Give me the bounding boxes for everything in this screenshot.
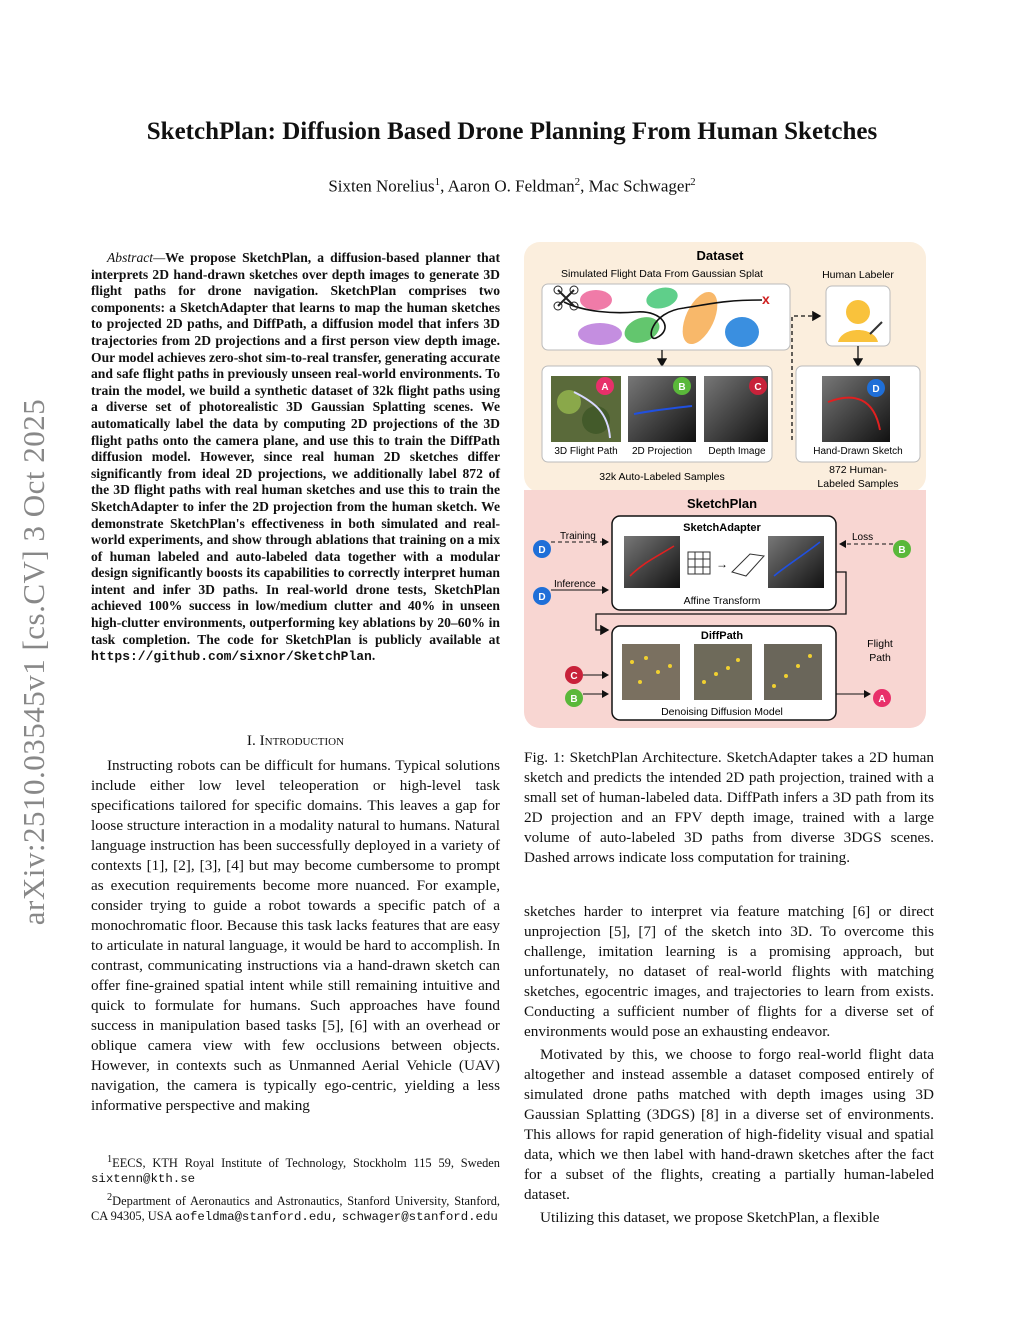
paper-title: SketchPlan: Diffusion Based Drone Planning From Human Sketches: [146, 118, 878, 145]
svg-text:A: A: [601, 382, 609, 393]
figure-caption: Fig. 1: SketchPlan Architecture. SketchAdapter takes a 2D human sketch and predicts the intended 2D path projection, trained with a small set of human-labeled data. DiffPath infers a 3D path from its 2D projection and an FPV depth image, trained with a large volume of auto-labeled 3D paths from diverse 3DGS scenes. Dashed arrows indicate loss computation for training.: [524, 749, 934, 866]
person-icon: [846, 300, 870, 324]
panel-a-label: 3D Flight Path: [554, 446, 618, 457]
svg-text:C: C: [754, 382, 762, 393]
svg-text:→: →: [716, 557, 728, 571]
gaussian-blob: [578, 323, 622, 345]
panel-c-label: Depth Image: [708, 446, 766, 457]
svg-text:D: D: [872, 384, 880, 395]
svg-text:Affine Transform: Affine Transform: [683, 595, 761, 607]
email-link[interactable]: sixtenn@kth.se: [91, 1172, 196, 1187]
intro-paragraph: Instructing robots can be difficult for humans. Typical solutions include either low level teleoperation or high-level task specifications tailored for specific domains. This leaves a gap for loose structure interaction in a modality natural to humans. Natural language instruction has been successfully deployed in a variety of contexts [1], [2], [3], [4] but may become cumbersome to prompt as execution requirements become more nuanced. For example, consider trying to guide a robot towards a specific patch of a monochromatic floor. Because this task lacks features that are easy to articulate in natural language, it would be hard to accomplish. In contrast, communicating instructions via a hand-drawn sketch can offer fine-grained spatial intent while still remaining intuitive and quick to formulate for humans. Such approaches have found success in manipulation based tasks [5], [6] with an overhead or oblique camera view with few occlusions between objects. However, in contexts such as Unmanned Aerial Vehicle (UAV) navigation, the camera is typically ego-centric, yielding a less informative perspective and making: [91, 757, 500, 1114]
human-labeler-label: Human Labeler: [822, 269, 894, 281]
gaussian-blob: [725, 317, 759, 347]
author-affiliation: 2: [574, 176, 581, 188]
inference-label: Inference: [554, 579, 596, 590]
author-affiliation: 2: [690, 176, 696, 188]
panel-d-label: Hand-Drawn Sketch: [813, 446, 903, 457]
author-name: Mac Schwager: [588, 176, 691, 196]
loss-label: Loss: [852, 532, 874, 543]
svg-text:D: D: [538, 545, 546, 556]
abstract-text: We propose SketchPlan, a diffusion-based planner that interprets 2D hand-drawn sketches over depth images to generate 3D flight paths for drone navigation. SketchPlan comprises two components: a SketchAdapter that learns to map the human sketches to projected 2D paths, and DiffPath, a diffusion model that infers 3D trajectories from 2D projections and a first person view depth image. Our model achieves zero-shot sim-to-real transfer, generating accurate and safe flight paths in previously unseen real-world environments. To train the model, we build a synthetic dataset of 32k flight paths using a diverse set of photorealistic 3D Gaussian Splatting scenes. We automatically label the data by computing 2D projections of the 3D flight paths onto the camera plane, and use this to train the DiffPath diffusion model. However, since real human 2D sketches differ significantly from ideal 2D projections, we additionally label 872 of the 3D flight paths with real human sketches and use this to train the SketchAdapter to infer the 2D projection from the human sketch. We demonstrate SketchPlan's effectiveness in both simulated and real-world experiments, and show through ablations that training on a mix of human labeled and auto-labeled data together with a modular design significantly boosts its capabilities to correctly interpret human intent and infer 3D paths. In real-world drone tests, SketchPlan achieved 100% success in low/medium clutter and 40% in unseen high-clutter environments, outperforming key ablations by 20–60% in task completion. The code for SketchPlan is publicly available at: [91, 250, 500, 647]
arxiv-id: arXiv:2510.03545v1 [cs.CV] 3 Oct 2025: [16, 398, 51, 926]
body-paragraph: Motivated by this, we choose to forgo real-world flight data altogether and instead assemble a dataset composed entirely of simulated drone paths matched with depth images using 3D Gaussian Splatting (3DGS) [8] in a diverse set of environments. This allows for rapid generation of high-fidelity visual and spatial data, which we then label with hand-drawn sketches after the fact for a subset of the flights, creating a partially human-labeled dataset.: [524, 1046, 934, 1203]
svg-text:Labeled Samples: Labeled Samples: [817, 478, 899, 490]
svg-text:C: C: [570, 671, 578, 682]
svg-text:Denoising Diffusion Model: Denoising Diffusion Model: [661, 706, 783, 718]
svg-text:B: B: [678, 382, 686, 393]
sim-label: Simulated Flight Data From Gaussian Splat: [561, 268, 763, 280]
sketchplan-title: SketchPlan: [686, 496, 758, 511]
body-paragraph: Utilizing this dataset, we propose SketchPlan, a flexible: [540, 1209, 880, 1226]
svg-text:B: B: [570, 694, 578, 705]
svg-text:D: D: [538, 592, 546, 603]
panel-b-label: 2D Projection: [631, 446, 693, 457]
section-heading: I. Introduction: [246, 732, 345, 749]
figure-1: [524, 242, 930, 730]
svg-text:A: A: [878, 694, 886, 705]
svg-text:Path: Path: [869, 652, 891, 664]
footnote-1: $^1$EECS, KTH Royal Institute of Technology, Stockholm 115 59, Sweden sixtenn@kth.se: [91, 1154, 500, 1187]
dataset-title: Dataset: [696, 248, 744, 263]
body-paragraph: sketches harder to interpret via feature matching [6] or direct unprojection [5], [7] of the sketch into 3D. To overcome this challenge, imitation learning is a promising approach, but unfortunately, no dataset of real-world flights with matching sketches, egocentric images, and trajectories to learn from exists. Conducting a sufficient number of flights for a diverse set of environments would pose an exhausting endeavor.: [524, 903, 934, 1040]
goal-cross-icon: x: [762, 291, 770, 307]
email-link[interactable]: aofeldma@stanford.edu,: [175, 1210, 339, 1225]
training-label: Training: [560, 531, 596, 542]
section-title: Introduction: [259, 732, 345, 749]
flight-path-label: Flight: [867, 638, 893, 650]
author-name: Aaron O. Feldman: [447, 176, 575, 196]
arxiv-sidebar: [14, 0, 54, 1325]
author-list: Sixten Norelius$^1$, Aaron O. Feldman$^2$, Mac Schwager$^2$: [328, 176, 696, 196]
author-name: Sixten Norelius: [328, 176, 435, 196]
auto-samples-label: 32k Auto-Labeled Samples: [599, 471, 725, 483]
author-affiliation: 1: [434, 176, 441, 188]
svg-text:B: B: [898, 545, 906, 556]
svg-text:872 Human-: 872 Human-: [829, 464, 887, 476]
gaussian-blob: [580, 290, 612, 310]
abstract: Abstract—We propose SketchPlan, a diffusion-based planner that interprets 2D hand-drawn sketches over depth images to generate 3D flight paths for drone navigation. SketchPlan comprises two components: a SketchAdapter that learns to map the human sketches to projected 2D paths, and DiffPath, a diffusion model that infers 3D trajectories from 2D projections and a first person view depth image. Our model achieves zero-shot sim-to-real transfer, generating accurate and safe flight paths in previously unseen real-world environments. To train the model, we build a synthetic dataset of 32k flight paths using a diverse set of photorealistic 3D Gaussian Splatting scenes. We automatically label the data by computing 2D projections of the 3D flight paths onto the camera plane, and use this to train the DiffPath diffusion model. However, since real human 2D sketches differ significantly from ideal 2D projections, we additionally label 872 of the 3D flight paths with real human sketches and use this to train the SketchAdapter to infer the 2D projection from the human sketch. We demonstrate SketchPlan's effectiveness in both simulated and real-world experiments, and show through ablations that training on a mix of human labeled and auto-labeled data together with a modular design significantly boosts its capabilities to correctly interpret human intent and infer 3D paths. In real-world drone tests, SketchPlan achieved 100% success in low/medium clutter and 40% in unseen high-clutter environments, outperforming key ablations by 20–60% in task completion. The code for SketchPlan is publicly available at https://github.com/sixnor/SketchPlan.: [91, 250, 500, 665]
footnote-2: $^2$Department of Aeronautics and Astronautics, Stanford University, Stanford, CA 94305, USA aofeldma@stanford.edu, schwager@stanford.edu: [91, 1192, 500, 1225]
svg-text:DiffPath: DiffPath: [700, 630, 744, 642]
svg-text:SketchAdapter: SketchAdapter: [683, 522, 761, 534]
footnotes: [91, 1152, 500, 1225]
code-link[interactable]: https://github.com/sixnor/SketchPlan: [91, 649, 372, 665]
email-link[interactable]: schwager@stanford.edu: [341, 1210, 498, 1225]
abstract-label: Abstract: [107, 250, 154, 265]
